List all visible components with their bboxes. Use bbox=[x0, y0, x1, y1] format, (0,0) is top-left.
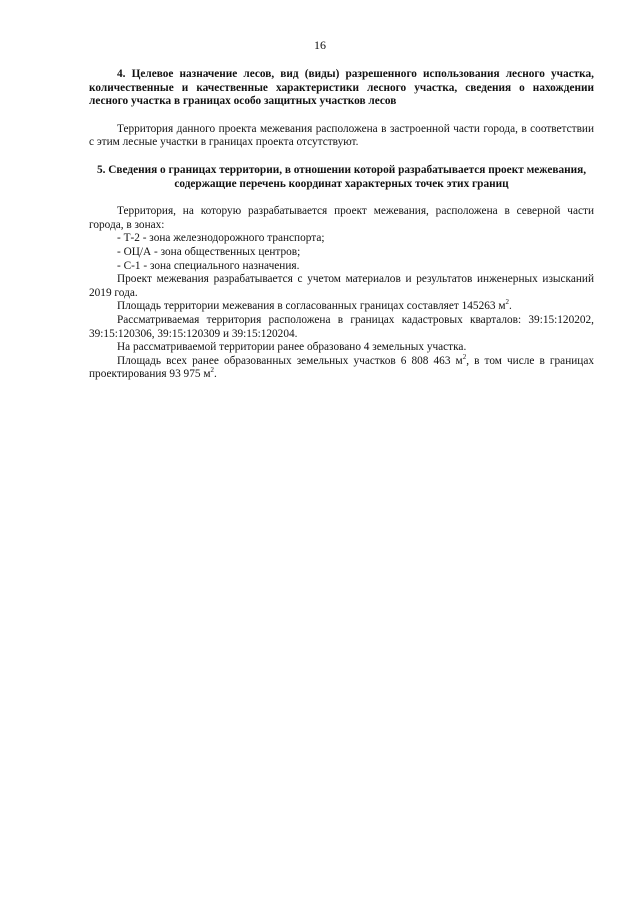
all-parcels-text-1: Площадь всех ранее образованных земельных участков 6 808 463 м bbox=[117, 354, 463, 367]
all-parcels-text-2: , в том числе в границах проектирования 93 975 м bbox=[89, 354, 594, 381]
section-4-paragraph: Территория данного проекта межевания расположена в застроенной части города, в соответствии с этим лесные участки в границах проекта отсутствуют. bbox=[89, 122, 594, 149]
page-content bbox=[89, 68, 594, 382]
parcels-count-paragraph: На рассматриваемой территории ранее образовано 4 земельных участка. bbox=[117, 341, 467, 354]
section-5-heading: 5. Сведения о границах территории, в отношении которой разрабатывается проект межевания, содержащие перечень координат характерных точек этих границ bbox=[96, 163, 587, 190]
all-parcels-paragraph bbox=[89, 352, 594, 382]
spacer bbox=[89, 150, 594, 164]
all-parcels-end: . bbox=[213, 368, 217, 381]
area-end: . bbox=[509, 300, 512, 313]
section-4-heading: 4. Целевое назначение лесов, вид (виды) разрешенного использования лесного участка, количественные и качественные характеристики лесного участка, сведения о нахождении лесного участка в границах особо защитных участков лесов bbox=[89, 68, 594, 108]
zones-list bbox=[89, 232, 594, 273]
area-text: Площадь территории межевания в согласованных границах составляет 145263 м bbox=[117, 300, 506, 313]
spacer bbox=[89, 191, 594, 205]
all-parcels-superscript-1: 2 bbox=[462, 352, 467, 361]
zone-item-c1: - С-1 - зона специального назначения. bbox=[117, 259, 300, 272]
spacer bbox=[89, 109, 594, 123]
section-5-intro: Территория, на которую разрабатывается проект межевания, расположена в северной части города, в зонах: bbox=[89, 205, 594, 231]
all-parcels-superscript-2: 2 bbox=[210, 366, 214, 375]
quarters-paragraph: Рассматриваемая территория расположена в границах кадастровых кварталов: 39:15:120202, 39:15:120306, 39:15:120309 и 39:15:120204. bbox=[89, 313, 594, 340]
zone-item-t2: - Т-2 - зона железнодорожного транспорта; bbox=[117, 232, 325, 245]
materials-paragraph: Проект межевания разрабатывается с учетом материалов и результатов инженерных изысканий 2019 года. bbox=[89, 273, 594, 299]
zone-item-ocа: - ОЦ/А - зона общественных центров; bbox=[117, 245, 301, 258]
area-paragraph bbox=[89, 300, 594, 314]
area-unit-superscript: 2 bbox=[505, 298, 509, 307]
page-number: 16 bbox=[314, 38, 326, 52]
